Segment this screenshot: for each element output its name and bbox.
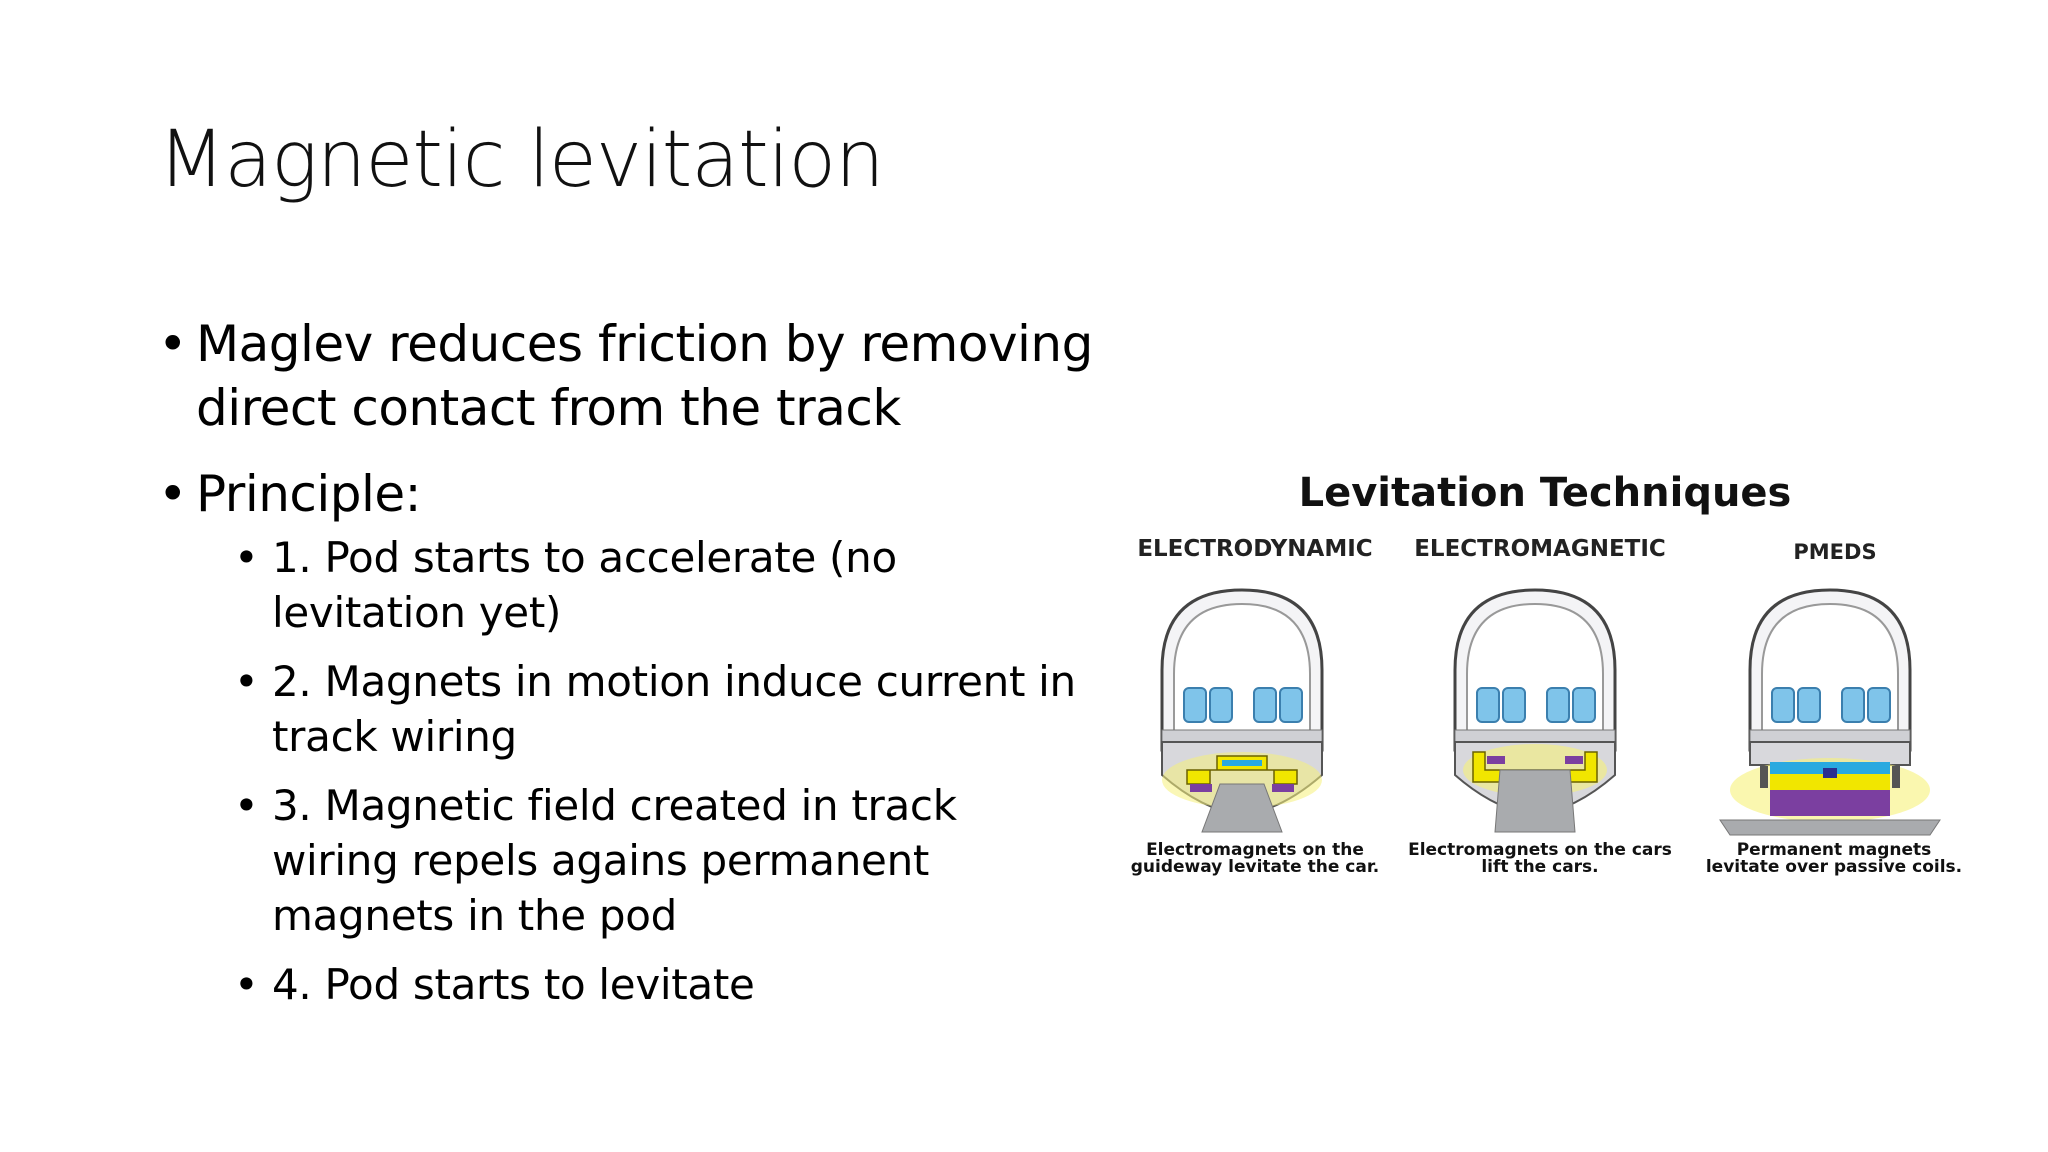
- sub-bullet-text-line: 2. Magnets in motion induce current in: [272, 657, 1076, 706]
- bullet-marker: •: [234, 533, 259, 582]
- bullet-marker: •: [234, 781, 259, 830]
- bullet-item: [158, 462, 1098, 526]
- bullet-marker: •: [158, 315, 187, 373]
- bullet-text-line: Principle:: [196, 465, 422, 523]
- sub-bullet-text-line: 4. Pod starts to levitate: [272, 960, 755, 1009]
- electromagnetic-pod-illustration: [1425, 570, 1645, 840]
- sub-bullet-item: [158, 957, 1098, 1012]
- sub-bullet-text-line: 1. Pod starts to accelerate (no: [272, 533, 897, 582]
- caption-line: Permanent magnets: [1736, 840, 1932, 860]
- bullet-marker: •: [234, 657, 259, 706]
- caption-line: Electromagnets on the cars: [1408, 840, 1672, 860]
- sub-bullet-text-line: magnets in the pod: [272, 891, 678, 940]
- caption-line: Electromagnets on the: [1146, 840, 1364, 860]
- slide-title: Magnetic levitation: [158, 115, 884, 205]
- column-label-pmeds: PMEDS: [1793, 540, 1877, 564]
- slide-body: [158, 312, 1098, 1026]
- sub-bullet-item: [158, 654, 1098, 764]
- column-label-electrodynamic: ELECTRODYNAMIC: [1137, 536, 1373, 562]
- figure-title: Levitation Techniques: [1298, 470, 1792, 516]
- sub-bullet-text-line: track wiring: [272, 712, 517, 761]
- sub-bullet-item: [158, 530, 1098, 640]
- caption-line: guideway levitate the car.: [1130, 857, 1380, 877]
- caption-line: levitate over passive coils.: [1705, 857, 1963, 877]
- caption-electrodynamic: [1120, 842, 1390, 876]
- bullet-text-line: Maglev reduces friction by removing: [196, 315, 1093, 373]
- sub-bullet-item: [158, 778, 1098, 943]
- column-label-electromagnetic: ELECTROMAGNETIC: [1414, 536, 1666, 562]
- electrodynamic-pod-illustration: [1132, 570, 1352, 840]
- levitation-techniques-figure: [1120, 470, 1970, 890]
- bullet-marker: •: [234, 960, 259, 1009]
- bullet-marker: •: [158, 465, 187, 523]
- bullet-item: [158, 312, 1098, 440]
- sub-bullet-text-line: levitation yet): [272, 588, 562, 637]
- sub-bullet-text-line: 3. Magnetic field created in track: [272, 781, 957, 830]
- sub-bullet-text-line: wiring repels agains permanent: [272, 836, 930, 885]
- caption-pmeds: [1698, 842, 1970, 876]
- caption-electromagnetic: [1405, 842, 1675, 876]
- bullet-text-line: direct contact from the track: [196, 379, 901, 437]
- pmeds-pod-illustration: [1715, 570, 1945, 840]
- caption-line: lift the cars.: [1481, 857, 1599, 877]
